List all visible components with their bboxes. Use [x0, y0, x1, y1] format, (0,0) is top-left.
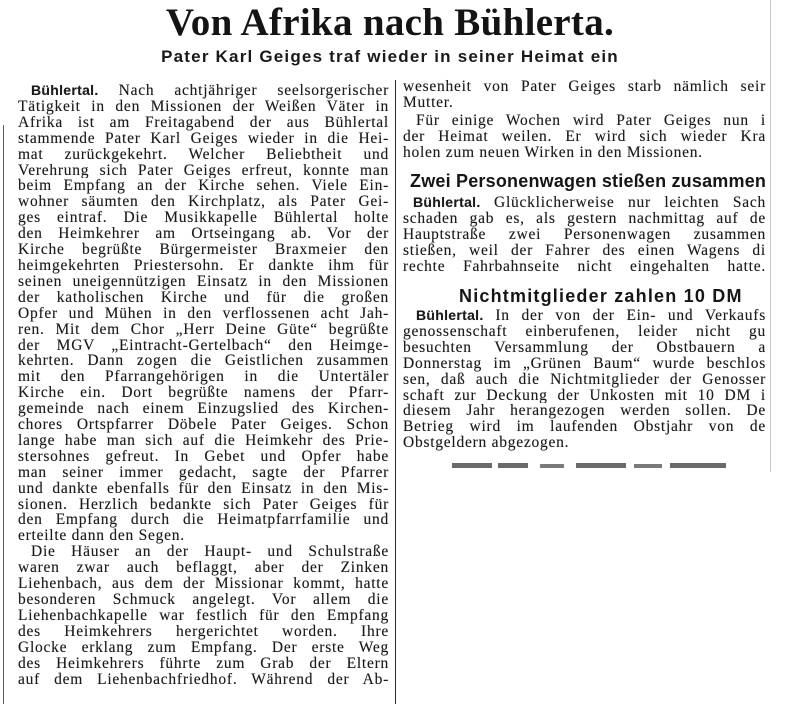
cut-off-text-fragment	[440, 459, 740, 473]
article-line: ren. Mit dem Chor „Herr Deine Güte“ begrüßte	[18, 321, 389, 338]
article-line: Kirche begrüßte Bürgermeister Braxmeier den	[18, 242, 389, 258]
article-line: beim Empfang an der Kirche sehen. Viele Ein-	[18, 178, 389, 195]
article-line: chores Ortspfarrer Döbele Pater Geiges. Schon	[18, 417, 389, 433]
line-text: Glücklicherweise nur leichten Sach	[494, 195, 766, 211]
article-line: stießen, weil der Fahrer des einen Wagens di	[403, 242, 766, 259]
article-line	[18, 83, 389, 99]
article-line: man seiner immer gedacht, sagte der Pfarrer	[18, 464, 389, 481]
ink-fragment	[576, 463, 626, 468]
article-line: und dankte ebenfalls für den Einsatz in den Mis-	[18, 480, 389, 497]
article-line: diesem Jahr herangezogen werden sollen. De	[403, 403, 766, 420]
dateline: Bühlertal.	[416, 308, 484, 323]
article-line: wohner säumten den Kirchplatz, als Pater Gei-	[18, 194, 389, 211]
article-line: Afrika ist am Freitagabend der aus Bühlertal	[18, 114, 389, 131]
article-line: wesenheit von Pater Geiges starb nämlich seir	[403, 79, 766, 95]
article-line: gemeinde nach einem Einzugslied des Kirchen-	[18, 401, 389, 418]
article-line: Obstgeldern abgezogen.	[403, 435, 570, 452]
article-line	[403, 308, 766, 324]
line-text: Nach achtjähriger seelsorgerischer	[118, 83, 389, 99]
article-line: der MGV „Eintracht-Gertelbach“ den Heimge-	[18, 337, 389, 354]
ink-fragment	[670, 463, 726, 468]
article-line: der Heimat weilen. Er wird sich wieder Kra	[403, 128, 766, 145]
clipping-edge-right	[770, 0, 771, 472]
ink-fragment	[498, 463, 528, 468]
fee-story	[403, 308, 766, 451]
article-line: Betrieg wird im laufenden Obstjahr von de	[403, 419, 766, 436]
article-line: schaden gab es, als gestern nachmittag auf de	[403, 210, 766, 227]
clipping-edge-left	[3, 125, 4, 704]
article-line: des Heimkehrers hergerichtet worden. Ihre	[18, 623, 389, 640]
article-line: waren zwar auch beflaggt, aber der Zinken	[18, 560, 389, 577]
article-line: ges eintraf. Die Musikkapelle Bühlertal holte	[18, 210, 389, 227]
article-line: den Empfang durch die Heimatpfarrfamilie und	[18, 512, 389, 529]
dateline: Bühlertal.	[413, 195, 481, 210]
ink-fragment	[452, 463, 492, 468]
article-line: stersohnes gefreut. In Gebet und Opfer habe	[18, 448, 389, 465]
article-line: der katholischen Kirche und für die großen	[18, 289, 389, 306]
article-line: Die Häuser an der Haupt- und Schulstraße	[31, 544, 389, 561]
article-line: Tätigkeit in den Missionen der Weißen Väter in	[18, 98, 389, 115]
column-rule	[395, 80, 396, 704]
article-line: holen zum neuen Wirken in den Missionen.	[403, 144, 703, 161]
article-line: Liehenbachkapelle war festlich für den Empfang	[18, 607, 389, 624]
article-line: Für einige Wochen wird Pater Geiges nun i	[416, 112, 766, 129]
article-line: sionen. Herzlich bedankte sich Pater Geiges für	[18, 496, 389, 513]
ink-fragment	[634, 464, 662, 468]
article-line: erteilte dann den Segen.	[18, 528, 185, 545]
article-subheadline: Pater Karl Geiges traf wieder in seiner Heimat ein	[161, 47, 619, 66]
article-line: Glocke erklang zum Empfang. Der erste Weg	[18, 639, 389, 656]
article-line: kehrten. Dann zogen die Geistlichen zusammen	[18, 353, 389, 370]
dateline: Bühlertal.	[31, 83, 99, 98]
article-line: genossenschaft einberufenen, leider nicht gu	[403, 323, 766, 340]
article-line: besuchten Versammlung der Obstbauern a	[403, 339, 766, 356]
article-line: des Heimkehrers führte zum Grab der Eltern	[18, 655, 389, 672]
accident-story	[403, 195, 766, 275]
article-line: mat zurückgekehrt. Welcher Beliebtheit und	[18, 146, 389, 163]
left-column	[18, 83, 389, 687]
article-line: sen, daß auch die Nichtmitglieder der Genosser	[403, 371, 766, 388]
article-line: Opfer und Mühen in den verflossenen acht Jah-	[18, 305, 389, 322]
line-text: In der von der Ein- und Verkaufs	[495, 308, 766, 324]
article-line: Mutter.	[403, 94, 454, 111]
article-continuation	[403, 79, 766, 161]
article-line: schaft zur Deckung der Unkosten mit 10 DM i	[403, 387, 766, 404]
article-line: mit den Pfarrangehörigen in die Untertäler	[18, 369, 389, 386]
article-line: Hauptstraße zwei Personenwagen zusammen	[403, 226, 766, 243]
article-line: Liehenbach, aus dem der Missionar kommt, hatte	[18, 576, 389, 592]
article-line: lange habe man sich auf die Heimkehr des Prie-	[18, 432, 389, 449]
article-line: Kirche ein. Dort begrüßte namens der Pfarr-	[18, 385, 389, 402]
article-line: seinen uneigennützigen Einsatz in den Missionen	[18, 273, 389, 290]
article-line: besonderen Schmuck angelegt. Vor allem die	[18, 592, 389, 608]
article-headline: Von Afrika nach Bühlerta.	[165, 1, 615, 44]
accident-story-headline: Zwei Personenwagen stießen zusammen	[410, 171, 767, 191]
fee-story-headline: Nichtmitglieder zahlen 10 DM	[459, 286, 743, 306]
article-line: Verehrung sich Pater Geiges erfreut, konnte man	[18, 162, 389, 179]
article-line: rechte Fahrbahnseite nicht eingehalten hatte.	[403, 258, 766, 275]
article-line: den Heimkehrer am Ortseingang ab. Vor der	[18, 226, 389, 243]
article-line: heimgekehrten Priestersohn. Er dankte ihm für	[18, 257, 389, 274]
article-line: auf dem Liehenbachfriedhof. Während der Ab-	[18, 671, 389, 688]
article-line: Donnerstag im „Grünen Baum“ wurde beschlos	[403, 355, 766, 372]
article-line: stammende Pater Karl Geiges wieder in die Hei-	[18, 130, 389, 147]
article-line	[403, 195, 766, 211]
ink-fragment	[540, 464, 564, 468]
